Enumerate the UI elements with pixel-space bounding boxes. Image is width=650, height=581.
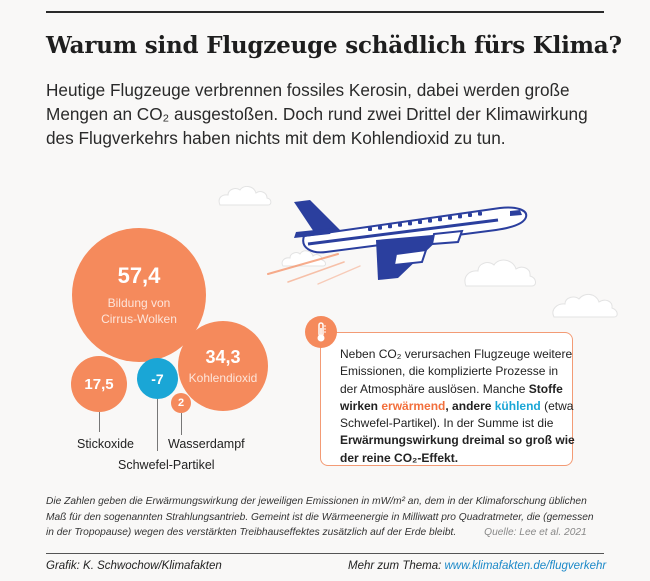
info-line: Neben CO₂ verursachen Flugzeuge weitere bbox=[340, 347, 573, 361]
bubble-value: 34,3 bbox=[205, 346, 241, 367]
bubble-value: 17,5 bbox=[84, 375, 114, 393]
info-line: Erwärmungswirkung dreimal so groß wie bbox=[340, 433, 575, 448]
footnote-line: in der Tropopause) wegen des verstärkten Treibhauseffektes zusätzlich auf der Erde bleibt. Quelle: Lee et al. 2021 bbox=[46, 527, 587, 538]
cooling-text: kühlend bbox=[494, 398, 541, 413]
label-sulfur: Schwefel-Partikel bbox=[118, 458, 215, 472]
info-line: der Atmosphäre auslösen. Manche Stoffe bbox=[340, 381, 563, 396]
lead-line: Heutige Flugzeuge verbrennen fossiles Kerosin, dabei werden große bbox=[46, 80, 570, 100]
more-info: Mehr zum Thema: www.klimafakten.de/flugverkehr bbox=[348, 560, 607, 572]
bubble-value: 2 bbox=[177, 397, 185, 409]
thermometer-icon bbox=[305, 316, 337, 348]
bubble-label: Bildung von bbox=[107, 296, 171, 310]
speed-lines bbox=[268, 254, 360, 284]
more-link[interactable]: www.klimafakten.de/flugverkehr bbox=[444, 560, 607, 572]
info-line: Emissionen, die komplizierte Prozesse in bbox=[340, 364, 559, 379]
info-line: der reine CO₂-Effekt. bbox=[340, 450, 459, 465]
bubble-co2 bbox=[178, 321, 268, 411]
warming-text: erwärmend bbox=[381, 398, 446, 413]
credit-text: Grafik: K. Schwochow/Klimafakten bbox=[46, 560, 222, 572]
footnote-line: Maß für den sogenannten Strahlungsantrieb. Gemeint ist die Wärmeenergie in Milliwatt pro Quadratmeter, die (gemessen bbox=[46, 511, 594, 523]
bubble-label: Kohlendioxid bbox=[188, 370, 258, 385]
top-rule bbox=[46, 11, 604, 13]
lead-line: des Flugverkehrs haben nichts mit dem Kohlendioxid zu tun. bbox=[46, 128, 506, 148]
info-text bbox=[340, 346, 575, 467]
lead-text bbox=[46, 78, 616, 150]
leader-line bbox=[157, 399, 158, 451]
label-water: Wasserdampf bbox=[168, 437, 245, 451]
bubble-sulfur bbox=[137, 358, 178, 399]
leader-line bbox=[99, 412, 100, 432]
label-nox: Stickoxide bbox=[77, 437, 134, 451]
bubble-value: 57,4 bbox=[117, 263, 161, 288]
bubble-label: Cirrus-Wolken bbox=[101, 312, 177, 326]
cloud-icon bbox=[548, 290, 620, 320]
page-title: Warum sind Flugzeuge schädlich fürs Klima? bbox=[46, 32, 622, 59]
bubble-value: -7 bbox=[151, 370, 164, 387]
lead-line: Mengen an CO₂ ausgestoßen. Doch rund zwei Drittel der Klimawirkung bbox=[46, 104, 588, 124]
airplane-illustration bbox=[248, 194, 538, 290]
bubble-water bbox=[171, 393, 191, 413]
bottom-rule bbox=[46, 553, 604, 554]
source-text: Quelle: Lee et al. 2021 bbox=[484, 527, 587, 538]
footnote-line: Die Zahlen geben die Erwärmungswirkung der jeweiligen Emissionen in mW/m² an, dem in der Klimaforschung üblichen bbox=[46, 496, 587, 507]
footnote bbox=[46, 494, 616, 541]
bubble-nox bbox=[71, 356, 127, 412]
info-line: wirken erwärmend, andere kühlend (etwa bbox=[340, 398, 574, 413]
leader-line bbox=[181, 413, 182, 435]
info-line: Schwefel-Partikel). In der Summe ist die bbox=[340, 416, 554, 431]
